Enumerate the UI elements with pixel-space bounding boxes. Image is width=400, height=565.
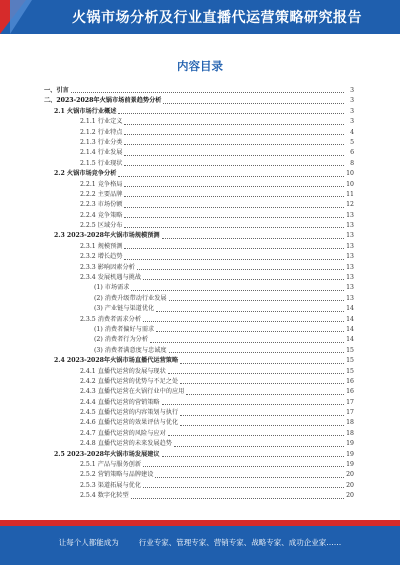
toc-entry-page: 13	[346, 211, 354, 219]
toc-entry[interactable]	[44, 107, 354, 117]
toc-entry[interactable]	[44, 117, 354, 127]
toc-entry-page: 14	[346, 325, 354, 333]
toc-entry[interactable]	[44, 242, 354, 252]
toc-entry-page: 12	[346, 201, 354, 209]
toc-entry-page: 19	[346, 461, 354, 469]
toc-entry-page: 3	[350, 118, 354, 126]
toc-entry-page: 3	[350, 107, 354, 115]
toc-leader-dots	[162, 456, 344, 457]
toc-leader-dots	[124, 124, 344, 125]
toc-leader-dots	[174, 446, 344, 447]
toc-entry[interactable]	[44, 346, 354, 356]
toc-leader-dots	[162, 404, 344, 405]
toc-entry-label: 2.2.3 市场份额	[80, 201, 123, 209]
toc-entry[interactable]	[44, 387, 354, 397]
toc-entry-page: 14	[346, 305, 354, 313]
toc-entry-label: (1) 市场需求	[94, 284, 130, 292]
toc-entry[interactable]	[44, 231, 354, 241]
toc-entry-label: 2.1.4 行业发展	[80, 149, 123, 157]
toc-entry-page: 3	[350, 86, 354, 94]
toc-entry[interactable]	[44, 180, 354, 190]
toc-leader-dots	[150, 342, 344, 343]
toc-entry-label: 2.3.4 发展机遇与挑战	[80, 274, 142, 282]
toc-leader-dots	[118, 176, 344, 177]
toc-leader-dots	[143, 487, 344, 488]
toc-leader-dots	[124, 155, 344, 156]
toc-entry-page: 15	[346, 367, 354, 375]
toc-entry[interactable]	[44, 325, 354, 335]
toc-entry[interactable]	[44, 283, 354, 293]
toc-entry-page: 13	[346, 253, 354, 261]
toc-entry[interactable]	[44, 481, 354, 491]
toc-leader-dots	[169, 352, 344, 353]
toc-entry-label: 2.5.2 营销策略与品牌建设	[80, 471, 154, 479]
toc-entry-label: (3) 消费者满意度与忠诚度	[94, 346, 167, 354]
toc-entry-label: 一、引言	[44, 86, 69, 94]
toc-entry[interactable]	[44, 263, 354, 273]
toc-entry-page: 8	[350, 159, 354, 167]
toc-entry[interactable]	[44, 148, 354, 158]
toc-entry-page: 18	[346, 419, 354, 427]
toc-entry-page: 10	[346, 180, 354, 188]
toc-entry-label: 2.4 2023-2028年火锅市场直播代运营策略	[54, 357, 179, 365]
toc-leader-dots	[118, 113, 344, 114]
toc-leader-dots	[124, 165, 344, 166]
toc-entry[interactable]	[44, 335, 354, 345]
toc-leader-dots	[180, 363, 344, 364]
toc-entry-label: 2.5.1 产品与服务创新	[80, 461, 142, 469]
toc-entry[interactable]	[44, 470, 354, 480]
toc-entry[interactable]	[44, 294, 354, 304]
toc-entry-label: 2.4.8 直播代运营的未来发展趋势	[80, 440, 172, 448]
toc-entry-page: 15	[346, 346, 354, 354]
header-light-accent	[10, 0, 32, 34]
toc-entry-label: 2.2.1 竞争格局	[80, 180, 123, 188]
toc-entry-label: 2.1 火锅市场行业概述	[54, 107, 117, 115]
toc-entry-page: 13	[346, 242, 354, 250]
toc-entry-page: 17	[346, 409, 354, 417]
toc-entry-page: 20	[346, 471, 354, 479]
toc-entry-label: 2.3.2 增长趋势	[80, 253, 123, 261]
toc-entry-page: 13	[346, 274, 354, 282]
toc-entry-page: 18	[346, 429, 354, 437]
toc-entry-label: 2.4.1 直播代运营的发展与现状	[80, 367, 166, 375]
toc-entry-label: 2.2.2 主要品牌	[80, 190, 123, 198]
toc-leader-dots	[180, 383, 344, 384]
toc-heading: 内容目录	[177, 59, 223, 73]
toc-entry-label: 二、2023-2028年火锅市场前景趋势分析	[44, 97, 162, 105]
toc-entry[interactable]	[44, 138, 354, 148]
toc-entry[interactable]	[44, 439, 354, 449]
toc-entry-label: (2) 消费者行为分析	[94, 336, 149, 344]
toc-entry-label: 2.4.4 直播代运营的营销策略	[80, 398, 160, 406]
toc-leader-dots	[155, 477, 344, 478]
toc-leader-dots	[131, 498, 344, 499]
toc-entry[interactable]	[44, 419, 354, 429]
toc-entry[interactable]	[44, 169, 354, 179]
table-of-contents	[44, 86, 354, 502]
toc-entry[interactable]	[44, 221, 354, 231]
toc-entry[interactable]	[44, 159, 354, 169]
toc-entry[interactable]	[44, 377, 354, 387]
toc-entry-label: 2.3.3 影响因素分析	[80, 263, 135, 271]
toc-entry-label: (1) 消费者偏好与需求	[94, 325, 155, 333]
toc-entry[interactable]	[44, 304, 354, 314]
toc-entry-page: 11	[346, 190, 354, 198]
toc-leader-dots	[156, 331, 344, 332]
toc-leader-dots	[124, 227, 344, 228]
toc-entry[interactable]	[44, 211, 354, 221]
toc-entry-page: 3	[350, 97, 354, 105]
toc-entry-label: 2.2 火锅市场竞争分析	[54, 170, 117, 178]
toc-entry-label: (2) 消费升级带动行业发展	[94, 294, 167, 302]
toc-entry[interactable]	[44, 252, 354, 262]
toc-leader-dots	[180, 425, 344, 426]
toc-leader-dots	[162, 238, 344, 239]
toc-entry-label: 2.5.4 数字化转型	[80, 492, 129, 500]
toc-entry-label: 2.5 2023-2028年火锅市场发展建议	[54, 450, 160, 458]
toc-entry[interactable]	[44, 491, 354, 501]
toc-entry-page: 13	[346, 294, 354, 302]
toc-entry-page: 20	[346, 481, 354, 489]
toc-leader-dots	[71, 92, 344, 93]
toc-entry-page: 13	[346, 284, 354, 292]
toc-entry-page: 19	[346, 450, 354, 458]
toc-entry-page: 13	[346, 232, 354, 240]
toc-entry-label: 2.1.5 行业现状	[80, 159, 123, 167]
header-banner	[0, 0, 400, 34]
toc-entry[interactable]	[44, 128, 354, 138]
toc-entry-label: 2.1.1 行业定义	[80, 118, 123, 126]
toc-leader-dots	[131, 290, 344, 291]
toc-leader-dots	[124, 186, 344, 187]
footer-banner	[0, 520, 400, 565]
toc-entry-page: 16	[346, 388, 354, 396]
toc-leader-dots	[124, 207, 344, 208]
toc-entry-label: 2.4.7 直播代运营的风险与应对	[80, 429, 166, 437]
toc-entry-label: (3) 产业链与渠道优化	[94, 305, 155, 313]
toc-entry[interactable]	[44, 356, 354, 366]
toc-leader-dots	[124, 217, 344, 218]
toc-entry-label: 2.3.1 规模预测	[80, 242, 123, 250]
toc-leader-dots	[143, 321, 344, 322]
toc-leader-dots	[156, 311, 344, 312]
toc-entry-page: 19	[346, 440, 354, 448]
toc-leader-dots	[180, 415, 344, 416]
toc-entry[interactable]	[44, 408, 354, 418]
toc-entry[interactable]	[44, 96, 354, 106]
toc-leader-dots	[137, 269, 344, 270]
toc-entry-label: 2.3 2023-2028年火锅市场规模预测	[54, 232, 160, 240]
toc-entry[interactable]	[44, 450, 354, 460]
toc-entry-page: 16	[346, 377, 354, 385]
toc-entry-page: 6	[350, 149, 354, 157]
report-title: 火锅市场分析及行业直播代运营策略研究报告	[72, 10, 362, 26]
toc-entry-label: 2.4.2 直播代运营的优势与不足之处	[80, 377, 179, 385]
toc-entry[interactable]	[44, 200, 354, 210]
toc-entry[interactable]	[44, 367, 354, 377]
toc-entry[interactable]	[44, 398, 354, 408]
toc-entry-label: 2.2.5 区域分布	[80, 222, 123, 230]
toc-entry-label: 2.1.2 行业特点	[80, 128, 123, 136]
footer-slogan-left: 让每个人都能成为	[58, 538, 119, 547]
toc-entry[interactable]	[44, 429, 354, 439]
toc-entry-page: 13	[346, 263, 354, 271]
toc-entry-label: 2.3.5 消费者需求分析	[80, 315, 142, 323]
toc-leader-dots	[124, 259, 344, 260]
toc-entry-page: 4	[350, 128, 354, 136]
toc-entry[interactable]	[44, 460, 354, 470]
toc-leader-dots	[168, 373, 344, 374]
toc-entry-page: 14	[346, 315, 354, 323]
footer-red-band	[0, 520, 400, 526]
toc-leader-dots	[168, 435, 344, 436]
footer-slogan	[0, 537, 400, 548]
toc-entry-page: 14	[346, 336, 354, 344]
toc-entry[interactable]	[44, 190, 354, 200]
toc-entry-label: 2.2.4 竞争策略	[80, 211, 123, 219]
toc-entry[interactable]	[44, 86, 354, 96]
toc-entry-label: 2.4.6 直播代运营的效果评估与优化	[80, 419, 179, 427]
toc-entry[interactable]	[44, 315, 354, 325]
toc-entry-label: 2.5.3 渠道拓展与优化	[80, 481, 142, 489]
toc-entry-page: 15	[346, 357, 354, 365]
toc-entry-label: 2.4.3 直播代运营在火锅行业中的应用	[80, 388, 185, 396]
toc-leader-dots	[124, 144, 344, 145]
toc-entry-page: 17	[346, 398, 354, 406]
toc-entry-page: 20	[346, 492, 354, 500]
toc-entry-page: 13	[346, 222, 354, 230]
toc-leader-dots	[143, 279, 344, 280]
footer-slogan-right: 行业专家、管理专家、营销专家、战略专家、成功企业家……	[138, 538, 342, 547]
toc-leader-dots	[186, 394, 344, 395]
toc-leader-dots	[124, 134, 344, 135]
toc-leader-dots	[143, 466, 344, 467]
toc-entry-page: 5	[350, 138, 354, 146]
toc-leader-dots	[124, 248, 344, 249]
toc-entry[interactable]	[44, 273, 354, 283]
toc-entry-label: 2.1.3 行业分类	[80, 138, 123, 146]
toc-leader-dots	[169, 300, 344, 301]
toc-leader-dots	[124, 196, 344, 197]
toc-entry-page: 10	[346, 170, 354, 178]
toc-entry-label: 2.4.5 直播代运营的内容策划与执行	[80, 409, 179, 417]
toc-leader-dots	[163, 103, 344, 104]
